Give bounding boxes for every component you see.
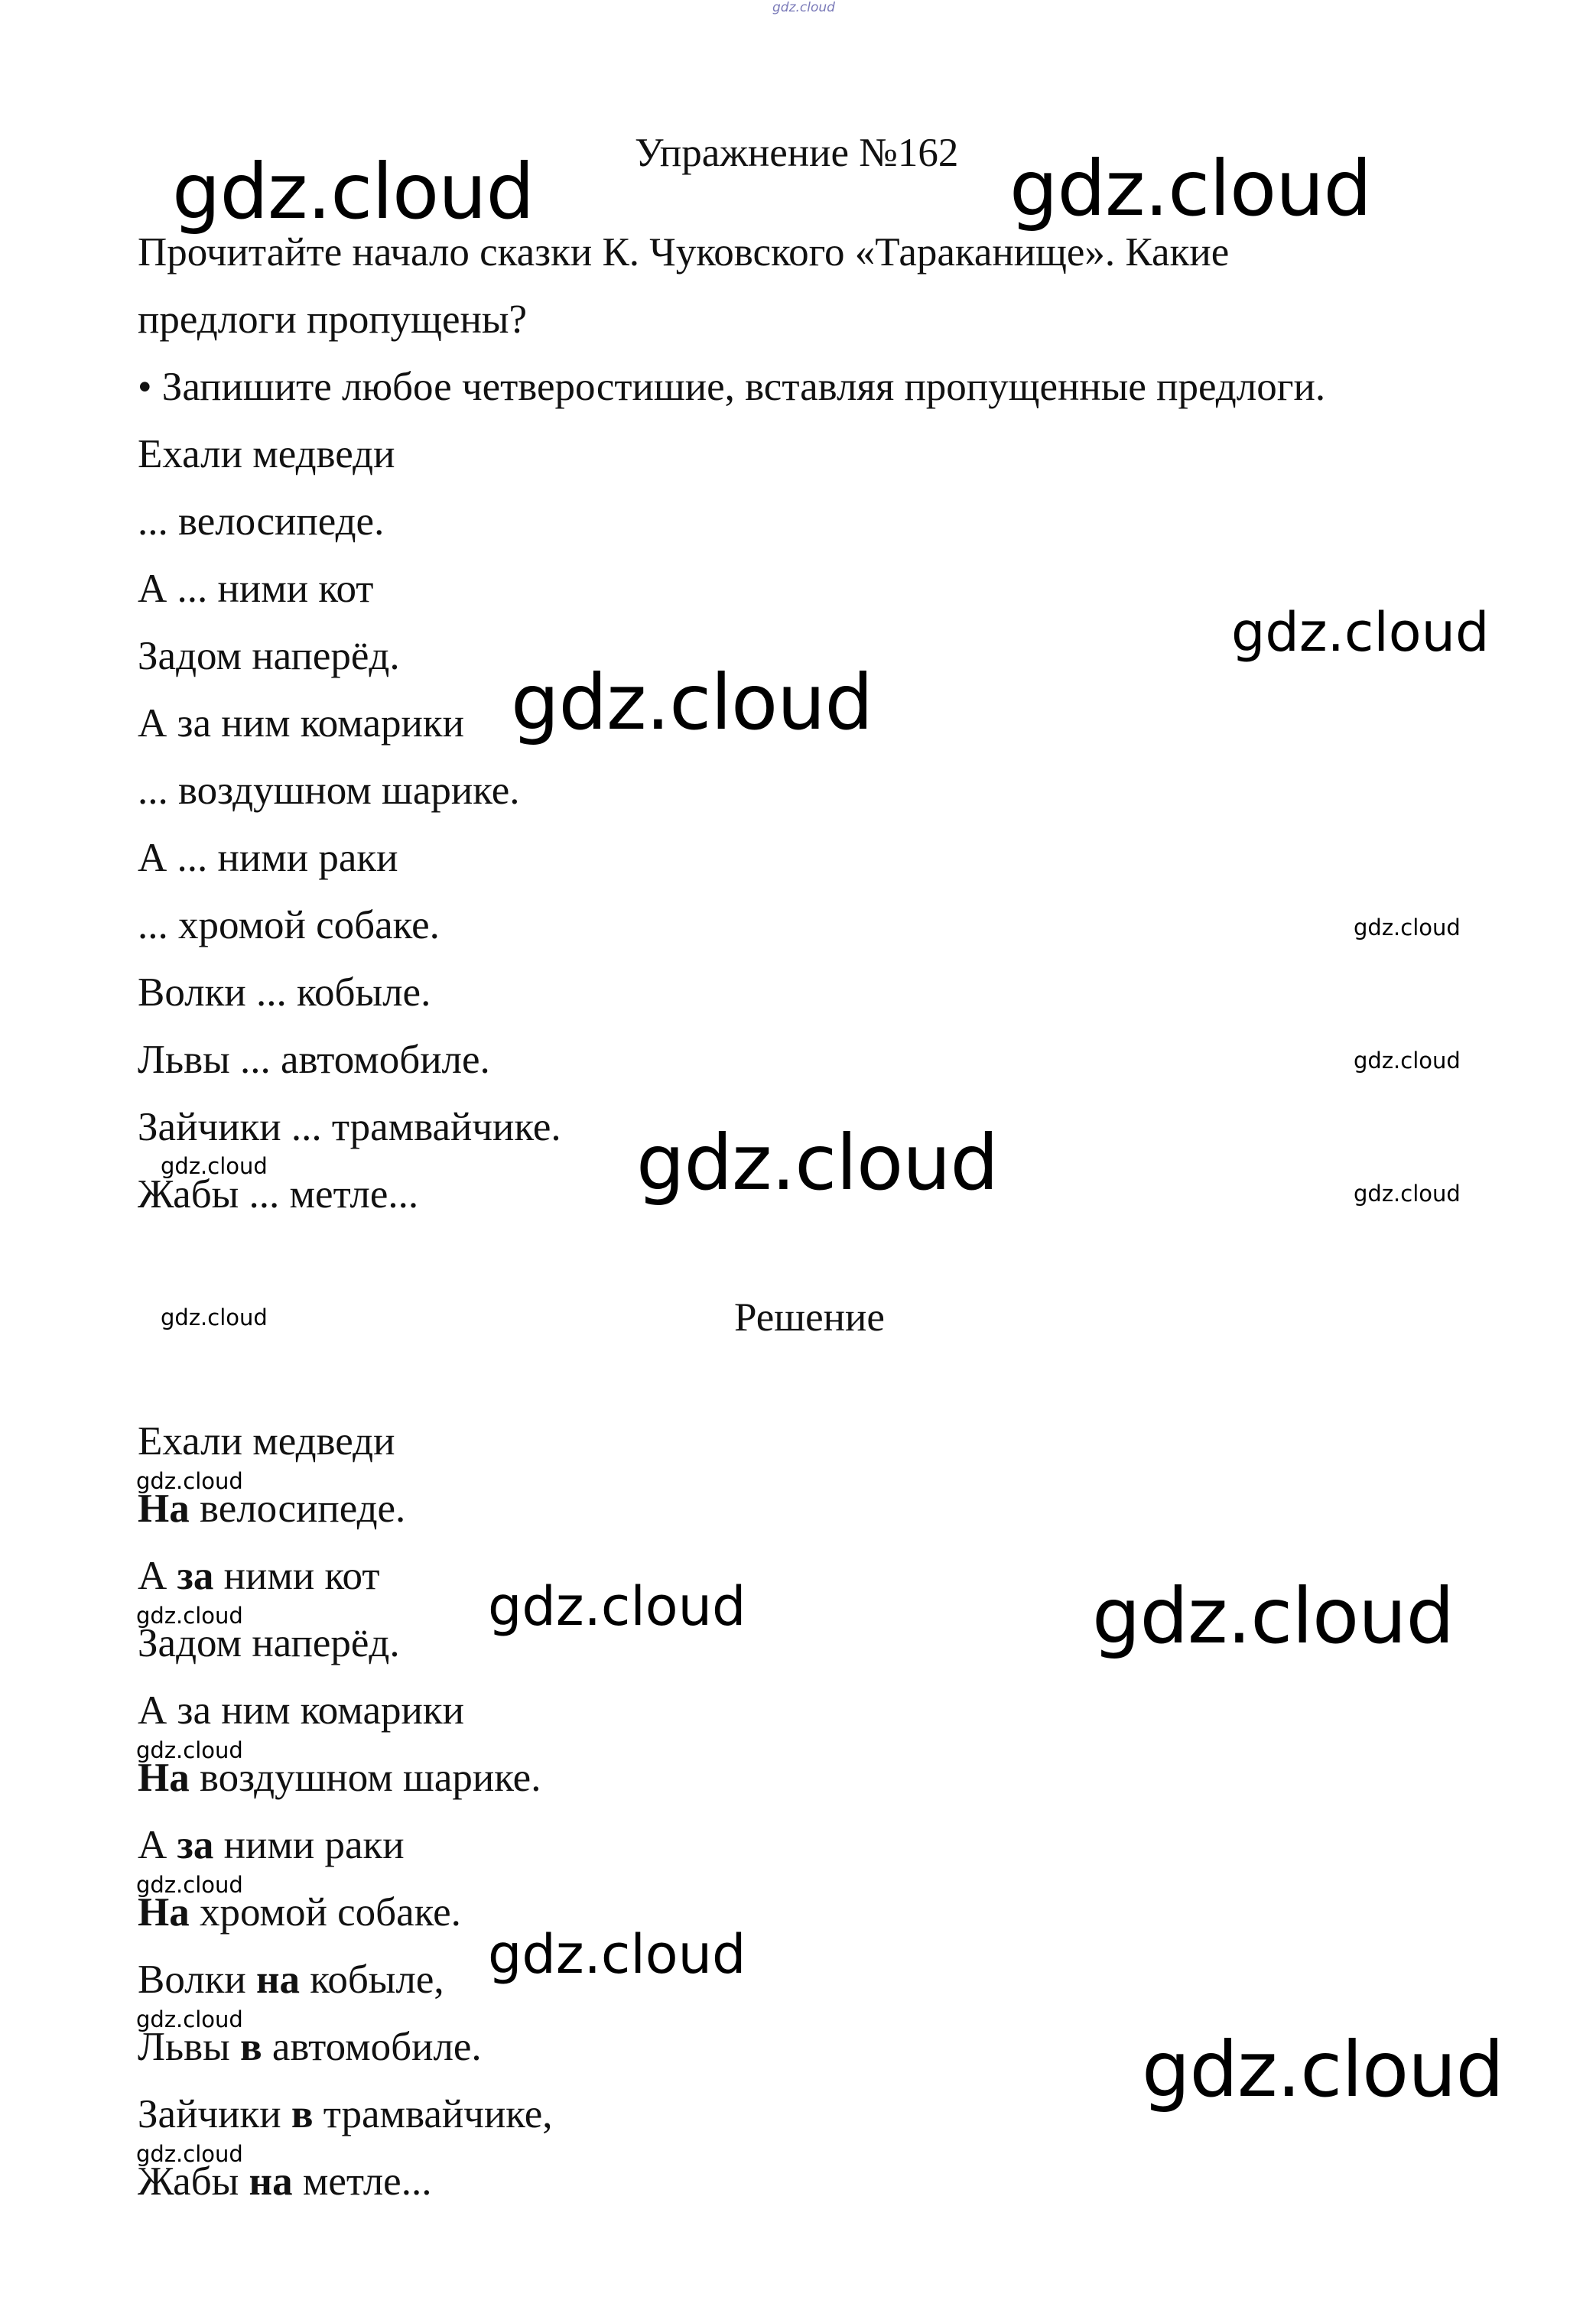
watermark: gdz.cloud [1354,1181,1461,1207]
watermark: gdz.cloud [161,1153,268,1179]
solution-line [138,1822,405,1868]
text: метле... [292,2159,432,2204]
text: А [138,1823,177,1867]
watermark: gdz.cloud [1354,1048,1461,1074]
watermark: gdz.cloud [136,1872,243,1898]
poem-line: Львы ... автомобиле. [138,1038,490,1082]
preposition: На [138,1890,190,1935]
solution-line [138,1957,444,2003]
solution-line [138,2091,553,2137]
preposition: в [291,2092,314,2136]
preposition: в [240,2025,262,2069]
watermark: gdz.cloud [1092,1571,1455,1661]
poem-line: А за ним комарики [138,701,464,746]
text: трамвайчике, [313,2092,553,2136]
solution-line [138,1553,380,1599]
preposition: На [138,1486,190,1531]
watermark: gdz.cloud [136,2141,243,2167]
solution-title: Решение [734,1295,885,1340]
watermark: gdz.cloud [1142,2025,1504,2114]
top-watermark: gdz.cloud [772,0,835,15]
text: Жабы [138,2159,249,2204]
text: ними кот [213,1554,380,1598]
watermark: gdz.cloud [136,1737,243,1763]
poem-line: ... хромой собаке. [138,903,440,947]
text: воздушном шарике. [189,1756,541,1800]
poem-line: А ... ними раки [138,836,398,880]
text: Задом наперёд. [138,1621,400,1665]
text: хромой собаке. [189,1890,461,1935]
exercise-title: Упражнение №162 [635,131,959,175]
preposition: за [177,1554,214,1598]
watermark: gdz.cloud [136,2006,243,2032]
preposition: на [255,1957,301,2002]
watermark: gdz.cloud [161,1304,268,1330]
watermark: gdz.cloud [136,1468,243,1494]
text: автомобиле. [262,2025,482,2069]
solution-line [138,1418,395,1464]
text: Зайчики [138,2092,291,2136]
text: велосипеде. [189,1486,406,1531]
text: кобыле, [300,1957,444,2002]
text: ними раки [213,1823,405,1867]
watermark: gdz.cloud [488,1575,746,1638]
poem-line: А ... ними кот [138,567,374,611]
poem-line: Ехали медведи [138,432,395,476]
watermark: gdz.cloud [488,1923,746,1986]
text: Ехали медведи [138,1419,395,1464]
poem-line: Жабы ... метле... [138,1172,419,1217]
watermark: gdz.cloud [136,1603,243,1629]
task-line-3: • Запишите любое четверостишие, вставляя пропущенные предлоги. [138,365,1326,409]
watermark: gdz.cloud [1354,915,1461,941]
text: А [138,1554,177,1598]
poem-line: Зайчики ... трамвайчике. [138,1105,561,1149]
text: А за ним комарики [138,1688,464,1733]
task-line-2: предлоги пропущены? [138,297,528,342]
text: Львы [138,2025,241,2069]
text: Волки [138,1957,256,2002]
preposition: на [249,2159,293,2204]
watermark: gdz.cloud [511,658,873,747]
poem-line: ... воздушном шарике. [138,768,520,813]
poem-line: Задом наперёд. [138,634,400,678]
task-line-1: Прочитайте начало сказки К. Чуковского «Тараканище». Какие [138,230,1230,275]
poem-line: ... велосипеде. [138,499,385,544]
watermark: gdz.cloud [172,147,535,236]
poem-line: Волки ... кобыле. [138,970,431,1015]
preposition: На [138,1756,190,1800]
solution-line [138,1688,464,1733]
watermark: gdz.cloud [1009,144,1372,233]
preposition: за [177,1823,214,1867]
watermark: gdz.cloud [636,1118,999,1207]
watermark: gdz.cloud [1231,601,1490,664]
